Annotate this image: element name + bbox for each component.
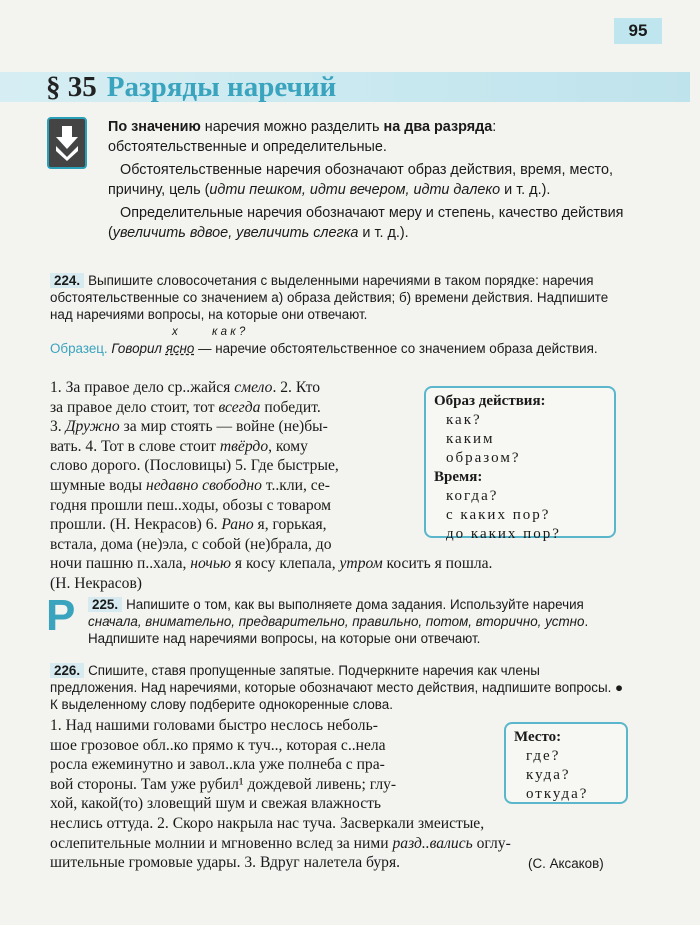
exercise-226-text-line: неслись оттуда. 2. Скоро накрыла нас туча. Засверкали змеистые, bbox=[50, 814, 485, 832]
exercise-224-text-line: шумные воды недавно свободно т..кли, се- bbox=[50, 476, 330, 494]
question-box-time-manner: Образ действия: как? каким образом? Время: когда? с каких пор? до каких пор? bbox=[424, 386, 616, 538]
rule-download-icon bbox=[47, 117, 87, 169]
rule-paragraph-1: По значению наречия можно разделить на два разряда: обстоятельственные и определительные. bbox=[108, 119, 497, 155]
exercise-226-task: 226. Спишите, ставя пропущенные запятые. Подчеркните наречия как члены предложения. Над наречиями, которые обозначают место действия, надпишите вопросы. ● К выделенному слову подберите однокоренные слова. bbox=[50, 663, 624, 712]
exercise-224-text-line: встала, дома (не)эла, с собой (не)брала, до bbox=[50, 535, 332, 553]
exercise-224-text-line: ночи пашню п..хала, ночью я косу клепала, утром косить я пошла. bbox=[50, 555, 493, 573]
rule-paragraph-3: Определительные наречия обозначают меру и степень, качество действия (увеличить вдвое, увеличить слегка и т. д.). bbox=[108, 205, 624, 241]
exercise-224-text-line: за правое дело стоит, тот всегда победит. bbox=[50, 398, 321, 416]
exercise-226-text-line: вой стороны. Там уже рубил¹ дождевой ливень; глу- bbox=[50, 775, 397, 793]
exercise-224-text-line: 1. За правое дело ср..жайся смело. 2. Кто bbox=[50, 379, 321, 396]
exercise-226-text-line: шое грозовое обл..ко прямо к туч.., которая с..нела bbox=[50, 736, 386, 754]
exercise-226-text-line: росла ежеминутно и завол..кла уже полнеба с пра- bbox=[50, 756, 385, 774]
exercise-224-text-line: вать. 4. Тот в слове стоит твёрдо, кому bbox=[50, 437, 308, 455]
exercise-226-text-line: шительные громовые удары. 3. Вдруг налетела буря. bbox=[50, 854, 401, 872]
exercise-225-task: 225. Напишите о том, как вы выполняете дома задания. Используйте наречия сначала, внимательно, предварительно, правильно, потом, вторично, устно. Надпишите над наречиями вопросы, на которые они отвечают. bbox=[88, 597, 589, 646]
page-number: 95 bbox=[614, 18, 662, 44]
creative-task-letter: Р bbox=[46, 591, 76, 640]
exercise-226-text-line: ослепительные молнии и мгновенно вслед за ними разд..вались оглу- bbox=[50, 834, 511, 852]
exercise-number: 224. bbox=[50, 273, 84, 288]
section-name: Разряды наречий bbox=[106, 71, 337, 103]
exercise-224-text-line: слово дорого. (Пословицы) 5. Где быстрые, bbox=[50, 457, 339, 475]
mark-x: х bbox=[172, 326, 178, 338]
exercise-224-text-line: 3. Дружно за мир стоять — войне (не)бы- bbox=[50, 418, 328, 436]
rule-block bbox=[108, 117, 628, 246]
exercise-226-text bbox=[50, 716, 511, 873]
question-box-place: Место: где? куда? откуда? bbox=[504, 722, 628, 804]
exercise-226-text-line: хой, какой(то) зловещий шум и свежая влажность bbox=[50, 795, 382, 813]
exercise-224-sample: Образец. Говорил ясно — наречие обстоятельственное со значением образа действия. bbox=[50, 341, 598, 356]
exercise-226-text-line: 1. Над нашими головами быстро неслось неболь- bbox=[50, 717, 378, 734]
exercise-224-text-line: годня прошли пеш..ходы, обозы с товаром bbox=[50, 496, 332, 514]
source-attribution: (С. Аксаков) bbox=[528, 856, 604, 871]
exercise-224-text-line: прошли. (Н. Некрасов) 6. Рано я, горькая, bbox=[50, 516, 327, 534]
section-number: § 35 bbox=[46, 71, 97, 103]
exercise-224-text-line: (Н. Некрасов) bbox=[50, 574, 143, 592]
section-title bbox=[46, 70, 336, 104]
exercise-224-task: 224. Выпишите словосочетания с выделенными наречиями в таком порядке: наречия обстоятельственные со значением а) образа действия; б) времени действия. Надпишите над наречиями вопросы, на которые они отвечают. bbox=[50, 273, 609, 322]
mark-kak: к а к ? bbox=[212, 326, 246, 338]
rule-paragraph-2: Обстоятельственные наречия обозначают образ действия, время, место, причину, цель (идти пешком, идти вечером, идти далеко и т. д.). bbox=[108, 162, 613, 198]
